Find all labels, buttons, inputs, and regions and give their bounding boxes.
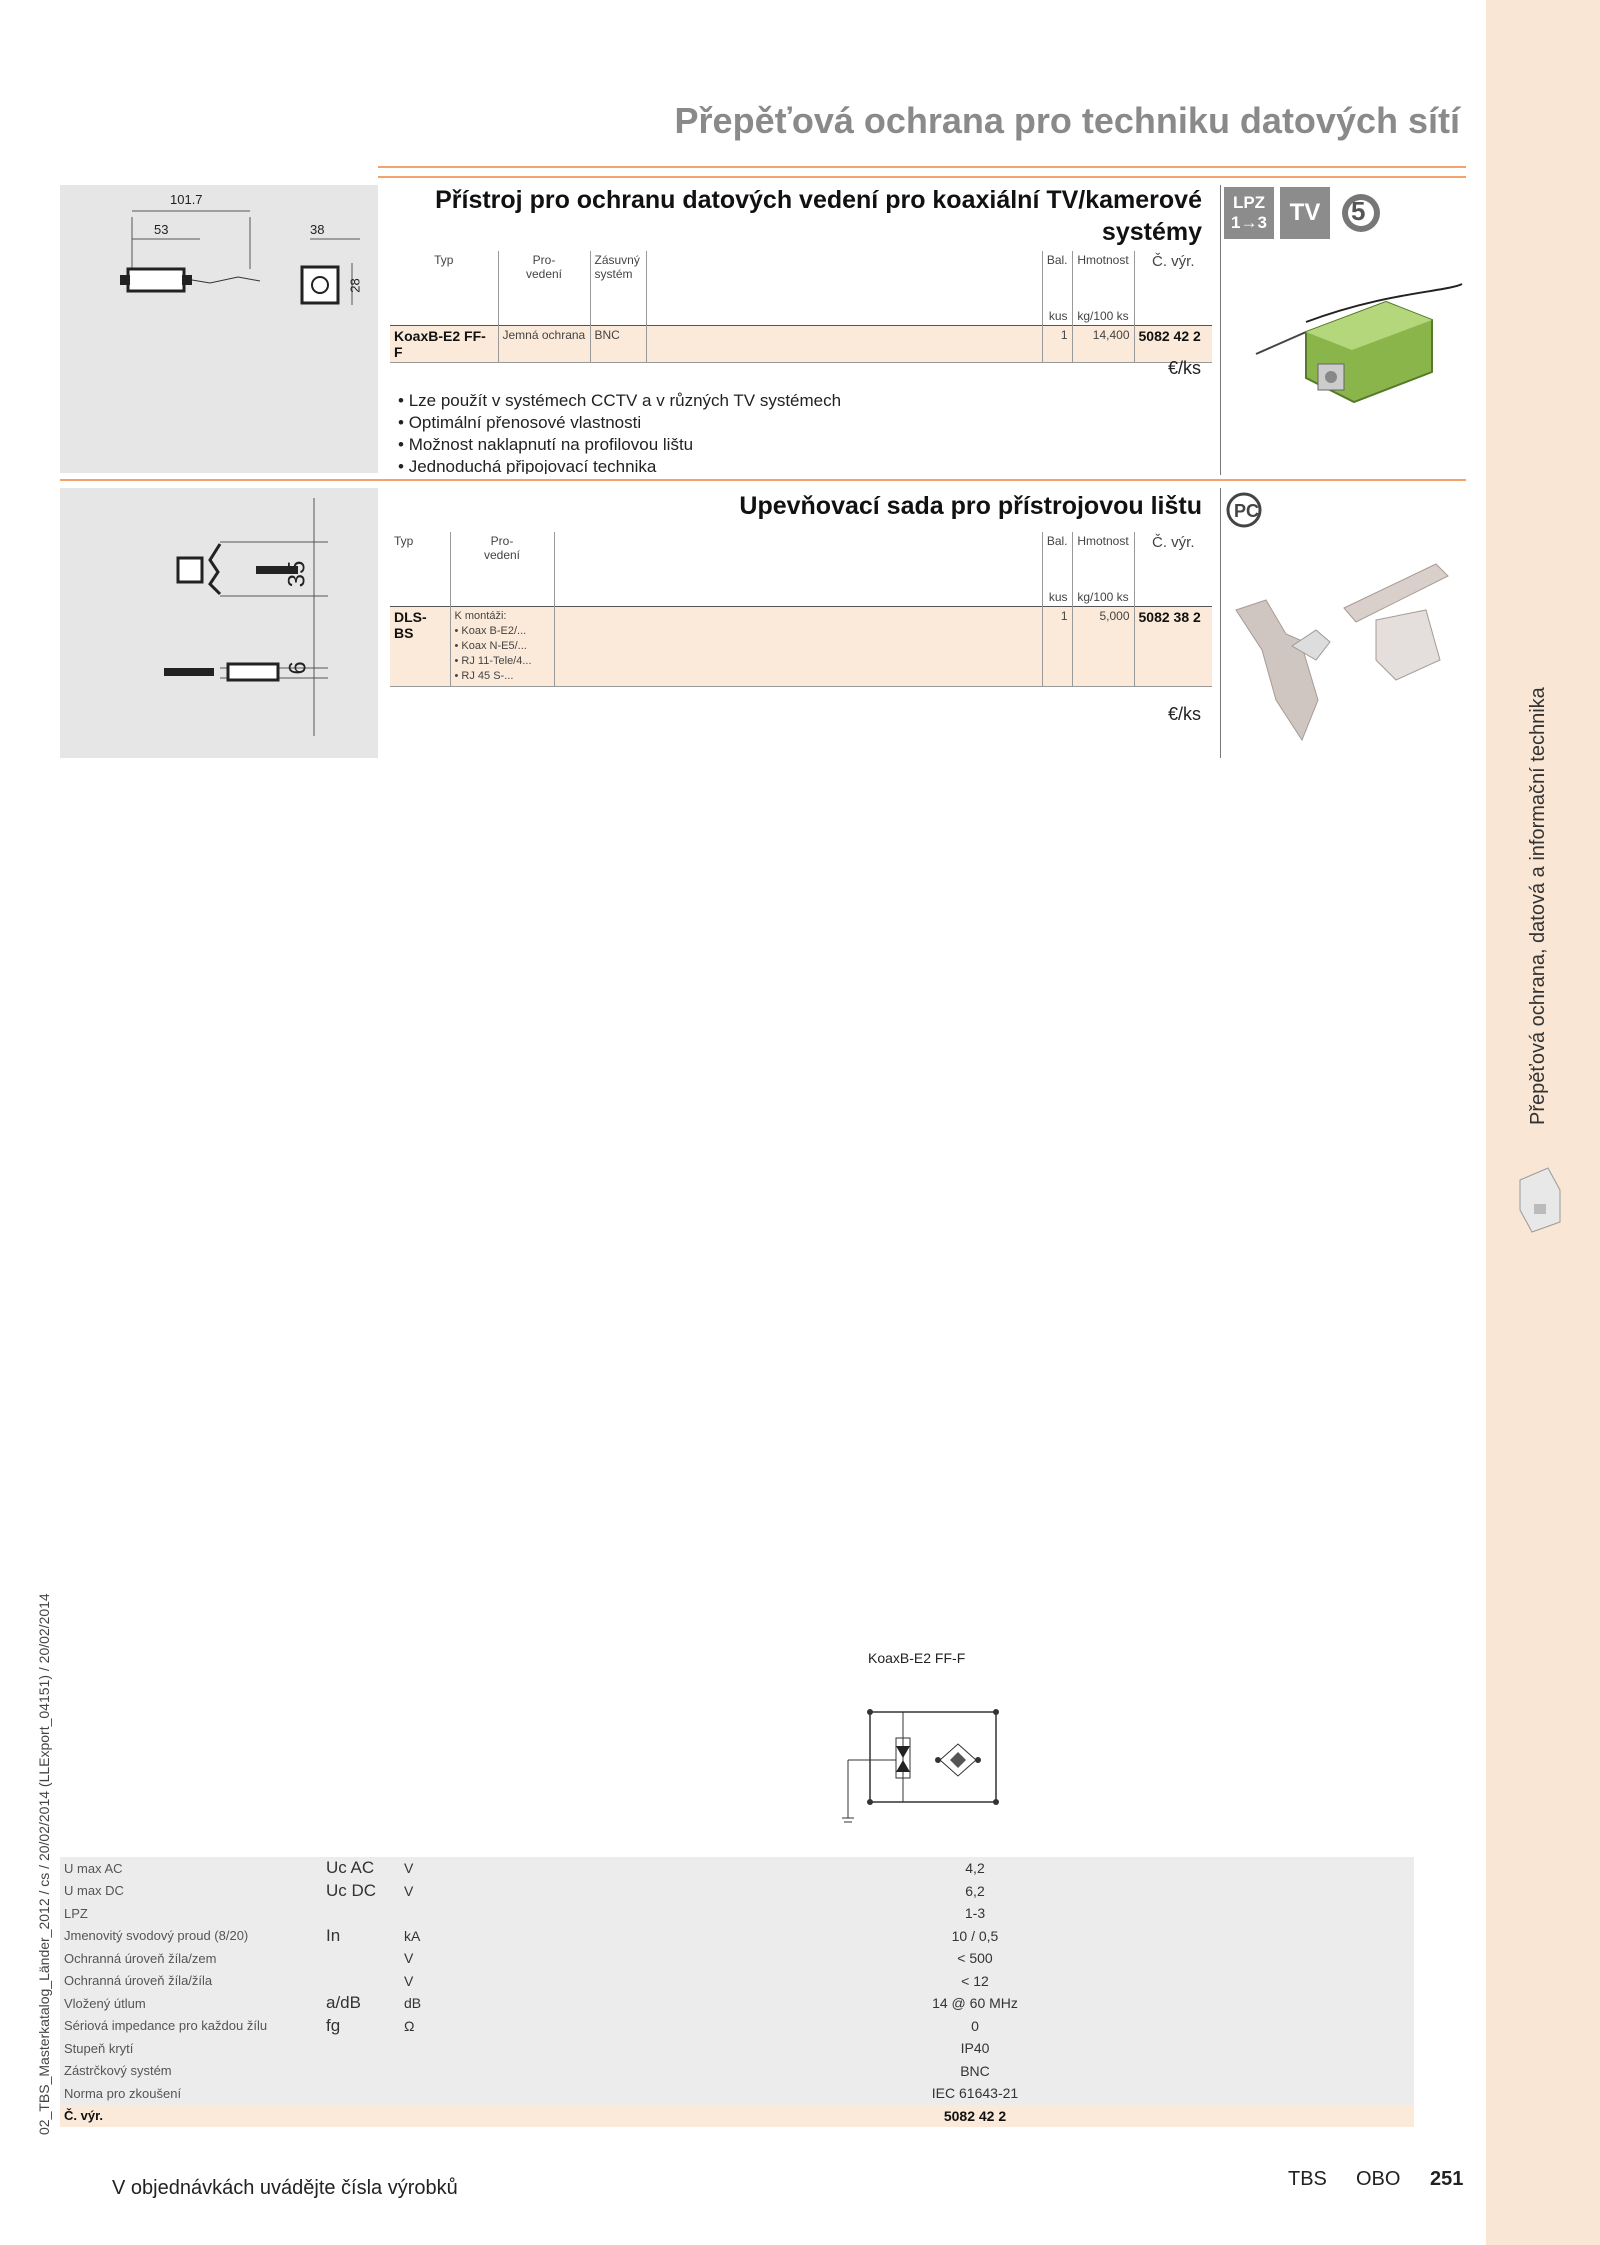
spec-name: LPZ [60,1902,322,1925]
table-row [390,326,1212,363]
dim-right: 38 [310,222,325,237]
spec-sym [322,2082,400,2105]
col-typ: Typ [390,532,450,588]
spec-value: IP40 [536,2037,1414,2060]
spec-value: 6,2 [536,1880,1414,1903]
spec-row [60,1925,1414,1948]
row-typ: DLS-BS [390,607,450,687]
dim-total: 101.7 [170,192,203,207]
col-bal: Bal. [1042,532,1072,588]
row-typ: KoaxB-E2 FF-F [390,326,498,363]
spec-name: Sériová impedance pro každou žílu [60,2015,322,2038]
page-number: 251 [1430,2168,1464,2190]
spec-value: < 500 [536,1947,1414,1970]
section2-table [390,532,1212,687]
section1-title: Přístroj pro ochranu datových vedení pro koaxiální TV/kamerové systémy [435,186,1202,246]
spec-name: U max DC [60,1880,322,1903]
page-title: Přepěťová ochrana pro techniku datových sítí [674,100,1460,141]
dim-left: 53 [154,222,169,237]
section1-price: €/ks [1168,358,1202,378]
dim-6: 6 [284,661,312,675]
section1-divider [1220,185,1221,475]
section2-title: Upevňovací sada pro přístrojovou lištu [739,492,1202,520]
section2-divider [1220,488,1221,758]
spec-value: 0 [536,2015,1414,2038]
row-bal: 1 [1042,326,1072,363]
col-provedeni: Pro- vedení [498,251,590,307]
unit-bal: kus [1042,588,1072,607]
tv-badge: TV [1280,187,1330,239]
spec-sym [322,2060,400,2083]
dim-35: 35 [283,560,311,588]
spec-name: Zástrčkový systém [60,2060,322,2083]
col-provedeni: Pro- vedení [450,532,554,588]
spec-name: Č. výr. [60,2105,322,2128]
spec-value: BNC [536,2060,1414,2083]
list-item: • Jednoduchá připojovací technika [398,456,1198,474]
footer-brand-tbs: TBS [1288,2168,1327,2190]
spec-name: Ochranná úroveň žíla/žíla [60,1970,322,1993]
spec-sym [322,1902,400,1925]
spec-unit: V [400,1970,536,1993]
spec-row [60,2015,1414,2038]
spec-sym: Uc DC [322,1880,400,1903]
list-item: • Optimální přenosové vlastnosti [398,412,1198,434]
spec-value: 14 @ 60 MHz [536,1992,1414,2015]
col-hmotnost: Hmotnost [1072,532,1134,588]
col-cvyr: Č. výr. [1151,534,1195,551]
row-system: BNC [590,326,646,363]
circuit-diagram [838,1668,1018,1833]
spec-sym [322,1970,400,1993]
side-product-icon [1510,1160,1570,1240]
spec-sym: a/dB [322,1992,400,2015]
spec-name: Vložený útlum [60,1992,322,2015]
spec-unit: V [400,1857,536,1880]
spec-row [60,1992,1414,2015]
title-rule [378,166,1466,168]
spec-sym [322,1947,400,1970]
col-hmotnost: Hmotnost [1072,251,1134,307]
spec-row [60,1947,1414,1970]
unit-hmotnost: kg/100 ks [1072,588,1134,607]
spec-sym: In [322,1925,400,1948]
spec-unit: V [400,1880,536,1903]
spec-unit [400,1902,536,1925]
warranty-number: 5 [1351,196,1366,226]
spec-row [60,1902,1414,1925]
spec-value: 4,2 [536,1857,1414,1880]
lpz-badge: LPZ 1→3 [1224,187,1274,239]
dimension-drawing-2 [60,488,378,758]
col-cvyr: Č. výr. [1151,253,1195,270]
spec-row-article [60,2105,1414,2128]
row-hmotnost: 14,400 [1072,326,1134,363]
row-cvyr: 5082 38 2 [1134,607,1212,687]
spec-name: Jmenovitý svodový proud (8/20) [60,1925,322,1948]
spec-unit: V [400,1947,536,1970]
spec-name: U max AC [60,1857,322,1880]
list-item: • Možnost naklapnutí na profilovou lištu [398,434,1198,456]
spec-row [60,1970,1414,1993]
row-cvyr: 5082 42 2 [1134,326,1212,363]
section-divider [60,479,1466,481]
diagram-label: KoaxB-E2 FF-F [868,1650,966,1666]
footer-note: V objednávkách uvádějte čísla výrobků [112,2177,458,2199]
spec-row [60,2037,1414,2060]
dim-height: 28 [347,278,363,293]
spec-table [60,1857,1414,2127]
spec-value: 5082 42 2 [536,2105,1414,2128]
dimension-drawing-1 [60,185,378,473]
table-row [390,607,1212,687]
spec-name: Stupeň krytí [60,2037,322,2060]
spec-row [60,1880,1414,1903]
spec-unit: kA [400,1925,536,1948]
spec-row [60,2082,1414,2105]
certification-icon [1224,490,1280,530]
product-photo-koax [1236,262,1476,422]
row-hmotnost: 5,000 [1072,607,1134,687]
spec-row [60,2060,1414,2083]
spec-value: 1-3 [536,1902,1414,1925]
col-typ: Typ [390,251,498,307]
spec-unit: dB [400,1992,536,2015]
spec-unit: Ω [400,2015,536,2038]
col-bal: Bal. [1042,251,1072,307]
section2-price: €/ks [1168,704,1202,724]
section1-table [390,251,1212,363]
side-label [1527,1065,1557,1125]
spec-value: < 12 [536,1970,1414,1993]
unit-hmotnost: kg/100 ks [1072,307,1134,326]
footer-brand-obo: OBO [1356,2168,1401,2190]
list-item: • Lze použít v systémech CCTV a v různých TV systémech [398,390,1198,412]
spec-row [60,1857,1414,1880]
spec-unit [400,2082,536,2105]
spec-value: IEC 61643-21 [536,2082,1414,2105]
row-bal: 1 [1042,607,1072,687]
catalog-path: 02_TBS_Masterkatalog_Länder_2012 / cs / 20/02/2014 (LLExport_04151) / 20/02/2014 [36,1593,52,2135]
spec-sym: Uc AC [322,1857,400,1880]
col-system: Zásuvný systém [590,251,646,307]
product-photo-mounting-kit [1226,550,1466,760]
row-provedeni: K montáži: • Koax B-E2/... • Koax N-E5/... • RJ 11-Tele/4... • RJ 45 S-... [450,607,554,687]
spec-unit [400,2037,536,2060]
title-rule-2 [378,176,1466,178]
spec-sym [322,2037,400,2060]
row-provedeni: Jemná ochrana [498,326,590,363]
spec-value: 10 / 0,5 [536,1925,1414,1948]
unit-bal: kus [1042,307,1072,326]
spec-name: Norma pro zkoušení [60,2082,322,2105]
feature-list [398,390,1198,474]
svg-text:PC: PC [1234,501,1260,521]
spec-unit [400,2060,536,2083]
spec-sym: fg [322,2015,400,2038]
spec-name: Ochranná úroveň žíla/zem [60,1947,322,1970]
